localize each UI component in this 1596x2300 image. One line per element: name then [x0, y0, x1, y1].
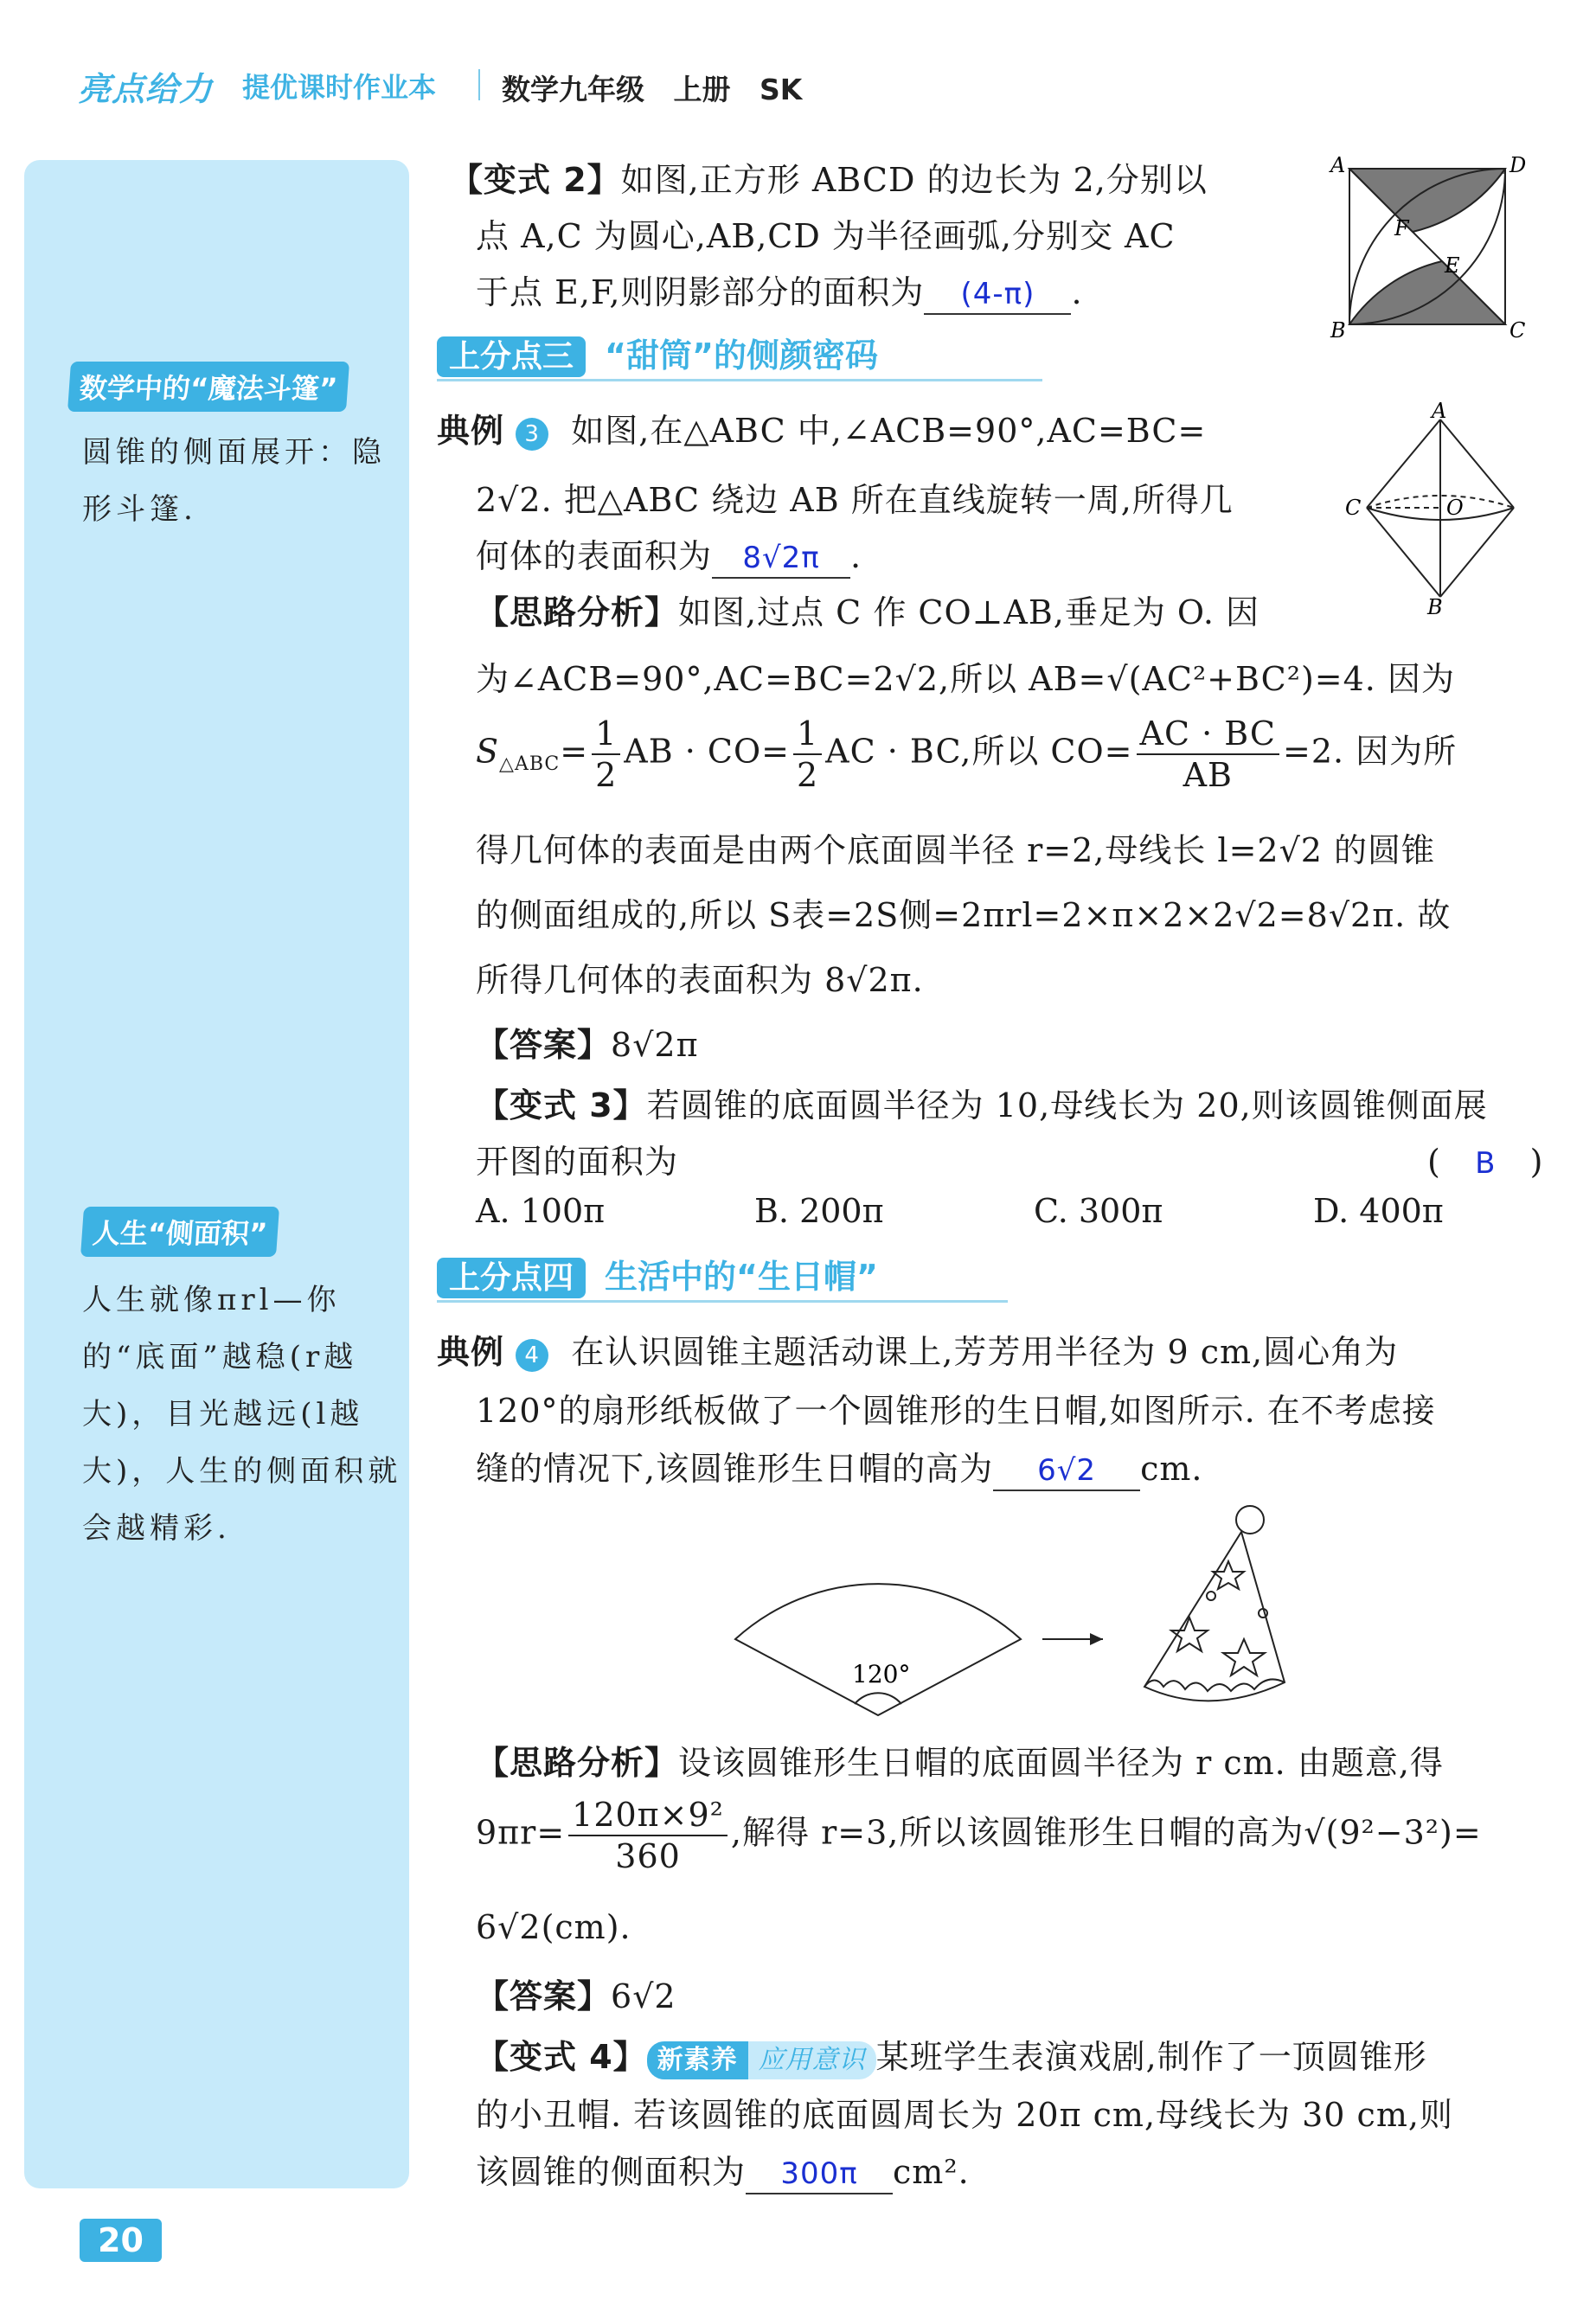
header-subtitle: 提优课时作业本	[242, 71, 437, 104]
example4-line2: 120°的扇形纸板做了一个圆锥形的生日帽,如图所示. 在不考虑接	[476, 1392, 1436, 1430]
variant4-answer: 300π	[780, 2156, 858, 2191]
variant4-line1: 【变式 4】 新素养 应用意识 某班学生表演戏剧,制作了一顶圆锥形	[476, 2028, 1427, 2085]
section3-title: “甜筒”的侧颜密码	[605, 336, 878, 375]
option-c: C. 300π	[1034, 1192, 1163, 1230]
example4-line1: 典例 4 在认识圆锥主题活动课上,芳芳用半径为 9 cm,圆心角为	[437, 1333, 1399, 1371]
example3-analysis-2: 为∠ACB=90°,AC=BC=2√2,所以 AB=√(AC²+BC²)=4. 因为	[476, 660, 1455, 698]
svg-text:A: A	[1330, 153, 1346, 177]
option-a: A. 100π	[476, 1192, 606, 1230]
birthday-hat-figure	[727, 1501, 1306, 1726]
header-title: 数学九年级 上册 SK	[502, 73, 803, 106]
svg-text:C: C	[1509, 318, 1526, 343]
page-number: 20	[80, 2219, 162, 2262]
variant3-options	[476, 1192, 1557, 1244]
square-arc-figure	[1324, 151, 1531, 350]
example3-line1: 典例 3 如图,在△ABC 中,∠ACB=90°,AC=BC=	[437, 412, 1207, 450]
variant3-line2: 开图的面积为	[476, 1143, 679, 1181]
example3-analysis-3: $S_{\triangle ABC}=$ $\frac{1}{2}$ AB · CO= $\frac{1}{2}$ AC · BC,所以 CO= $\frac{AC \cdot BC}{AB}$ =2. 因为所	[476, 714, 1458, 794]
variant3-line1: 【变式 3】若圆锥的底面圆半径为 10,母线长为 20,则该圆锥侧面展	[476, 1086, 1488, 1124]
sidebar-tag-magic-cloak: 数学中的“魔法斗篷”	[67, 362, 349, 412]
svg-text:F: F	[1394, 216, 1409, 240]
sidebar-text-life: 人生就像πrl—你的“底面”越稳(r越大)，目光越远(l越大)，人生的侧面积就会越精彩.	[82, 1283, 402, 1546]
variant2-line2: 点 A,C 为圆心,AB,CD 为半径画弧,分别交 AC	[476, 217, 1176, 255]
svg-text:O: O	[1446, 496, 1464, 520]
header-divider	[478, 69, 480, 100]
svg-text:B: B	[1330, 318, 1346, 343]
double-cone-figure	[1341, 402, 1548, 618]
variant4-line3: 该圆锥的侧面积为 300π cm².	[476, 2143, 970, 2201]
svg-text:B: B	[1427, 595, 1443, 618]
option-b: B. 200π	[754, 1192, 884, 1230]
section4-underline	[437, 1300, 1008, 1303]
svg-text:A: A	[1432, 402, 1447, 423]
section3-heading	[437, 329, 878, 379]
example3-answer: 8√2π	[742, 541, 820, 575]
badge-application: 应用意识	[748, 2041, 876, 2079]
example4-line3: 缝的情况下,该圆锥形生日帽的高为 6√2 cm.	[476, 1440, 1203, 1497]
svg-text:120°: 120°	[852, 1660, 911, 1688]
section3-tag: 上分点三	[437, 336, 586, 377]
variant3-choice: B	[1475, 1146, 1497, 1181]
section4-tag: 上分点四	[437, 1258, 586, 1298]
variant2-line1: 【变式 2】如图,正方形 ABCD 的边长为 2,分别以	[450, 161, 1208, 199]
example4-analysis-3: 6√2(cm).	[476, 1908, 631, 1946]
example4-analysis-2: 9πr= $\frac{\text{120π×9²}}{360}$ ,解得 r=3,所以该圆锥形生日帽的高为√(9²−3²)=	[476, 1796, 1482, 1875]
example3-analysis-5: 的侧面组成的,所以 S表=2S侧=2πrl=2×π×2×2√2=8√2π. 故	[476, 896, 1452, 934]
svg-text:E: E	[1445, 253, 1460, 278]
variant2-label: 【变式 2】	[450, 161, 621, 199]
example4-number: 4	[516, 1339, 548, 1372]
variant2-line3: 于点 E,F,则阴影部分的面积为 (4-π) .	[476, 264, 1083, 321]
badge-new-literacy: 新素养	[647, 2041, 748, 2079]
section4-heading	[437, 1250, 878, 1300]
example3-number: 3	[516, 418, 548, 451]
section4-title: 生活中的“生日帽”	[605, 1258, 878, 1296]
variant2-answer: (4-π)	[960, 277, 1035, 311]
svg-text:C: C	[1345, 496, 1362, 520]
brand-logo: 亮点给力	[78, 70, 214, 108]
example4-answer-line: 【答案】6√2	[476, 1977, 676, 2015]
example3-analysis-4: 得几何体的表面是由两个底面圆半径 r=2,母线长 l=2√2 的圆锥	[476, 831, 1436, 869]
example3-line3: 何体的表面积为 8√2π .	[476, 528, 862, 585]
example3-analysis-6: 所得几何体的表面积为 8√2π.	[476, 961, 924, 999]
example3-answer-line: 【答案】8√2π	[476, 1026, 699, 1064]
sidebar-tag-life-area: 人生“侧面积”	[80, 1207, 279, 1257]
example4-analysis-1: 【思路分析】设该圆锥形生日帽的底面圆半径为 r cm. 由题意,得	[476, 1744, 1444, 1782]
variant4-line2: 的小丑帽. 若该圆锥的底面圆周长为 20π cm,母线长为 30 cm,则	[476, 2096, 1453, 2134]
example4-answer: 6√2	[1037, 1453, 1097, 1488]
variant3-choice-bracket: ( B )	[1427, 1143, 1544, 1181]
sidebar-text-cloak: 圆锥的侧面展开：隐形斗篷.	[82, 435, 386, 527]
svg-text:D: D	[1509, 153, 1527, 177]
example3-analysis-1: 【思路分析】如图,过点 C 作 CO⊥AB,垂足为 O. 因	[476, 593, 1259, 631]
section3-underline	[437, 379, 1042, 381]
example3-line2: 2√2. 把△ABC 绕边 AB 所在直线旋转一周,所得几	[476, 481, 1234, 519]
option-d: D. 400π	[1313, 1192, 1444, 1230]
